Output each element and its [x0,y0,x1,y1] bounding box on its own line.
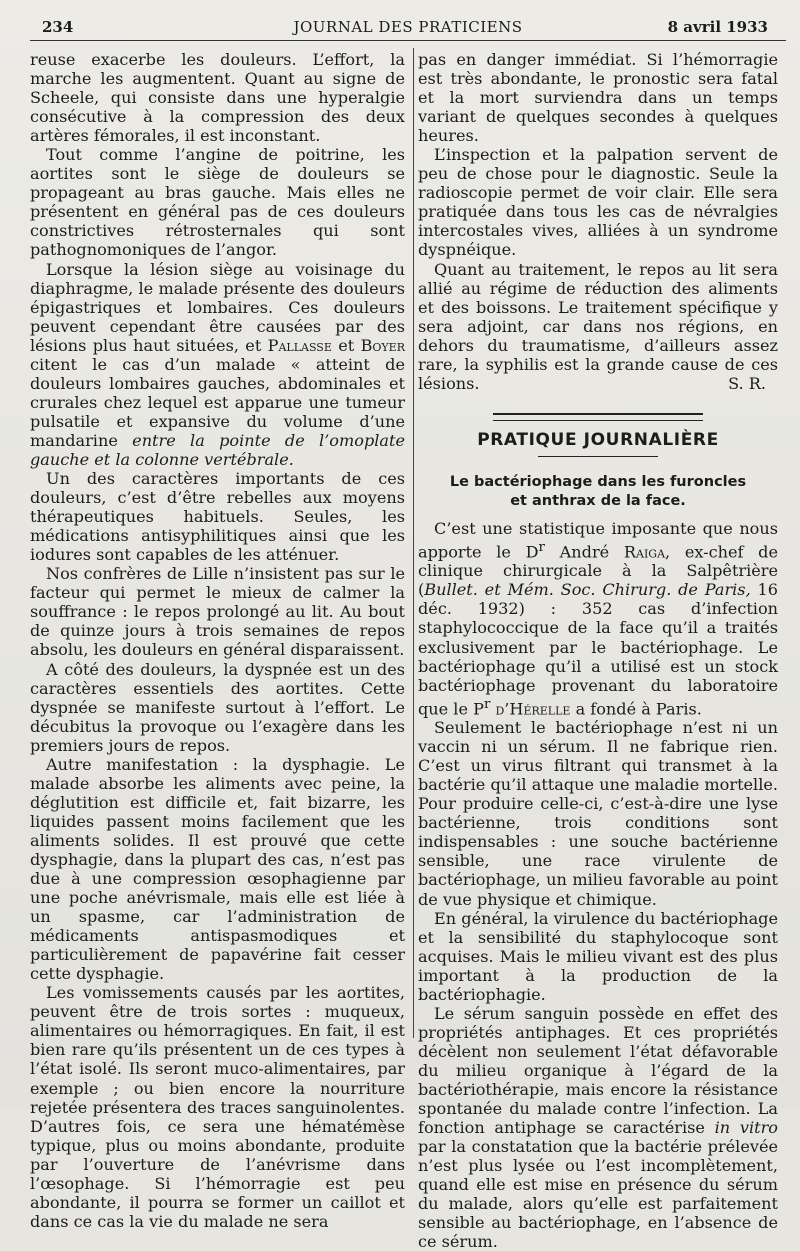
superscript: r [538,539,545,555]
paragraph [418,260,778,393]
paragraph: Un des caractères importants de ces douleurs, c’est d’être rebelles aux moyens thérapeutiques habituels. Seules, les médications antisyphilitiques ainsi que les iodures sont capables de les atténuer. [30,469,405,565]
running-head [30,14,786,40]
italic-text: entre la pointe de l’omoplate gauche et la colonne vertébrale. [30,430,405,469]
section-title: PRATIQUE JOURNALIÈRE [477,429,719,450]
author-signature: S. R. [728,373,766,393]
author-name: d’Hérelle [495,699,571,719]
section-underline [538,456,658,457]
author-name: Boyer [360,335,405,355]
paragraph [418,1004,778,1251]
article-title [418,473,778,511]
text-run: citent le cas d’un malade « atteint de douleurs lombaires gauches, abdominales et crurales chez lequel est apparue une tumeur pulsatile et expansive du volume d’une mandarine [30,354,405,450]
left-column [30,50,405,1231]
issue-date: 8 avril 1933 [667,18,768,36]
paragraph: Nos confrères de Lille n’insistent pas sur le facteur qui permet le mieux de calmer la souffrance : le repos prolongé au lit. Au bout de quinze jours à trois semaines de repos absolu, les douleurs en général disparaissent. [30,564,405,660]
article-title-line: Le bactériophage dans les furoncles [449,473,747,490]
text-run: Quant au traitement, le repos au lit sera allié au régime de réduction des aliments et des boissons. Le traitement spécifique y sera adjoint, car dans nos régions, en dehors du traumatisme, d’ailleurs assez rare, la syphilis est la grande cause de ces lésions. [418,259,778,393]
paragraph [418,519,778,718]
paragraph: Les vomissements causés par les aortites, peuvent être de trois sortes : muqueux, alimentaires ou hémorragiques. En fait, il est bien rare qu’ils présentent un de ces types à l’état isolé. Ils seront muco-alimentaires, par exemple ; ou bien encore la nourriture rejetée présentera des traces sanguinolentes. D’autres fois, ce sera une hématémèse typique, plus ou moins abondante, produite par l’ouverture de l’anévrisme dans l’œsophage. Si l’hémorragie est peu abondante, il pourra se former un caillot et dans ce cas la vie du malade ne sera [30,983,405,1231]
text-run: André [559,542,610,562]
italic-text: in vitro [714,1118,779,1138]
text-run: , ex-chef de clinique chirurgicale à la Salpêtrière ( [418,542,778,600]
journal-title: JOURNAL DES PRATICIENS [293,18,523,36]
paragraph: reuse exacerbe les douleurs. L’effort, la marche les augmentent. Quant au signe de Scheele, qui consiste dans une hyperalgie consécutive à la compression des deux artères fémorales, il est inconstant. [30,50,405,146]
text-run: a fondé à Paris. [575,699,702,719]
text-run: par la constatation que la bactérie prélevée n’est plus lysée ou l’est incomplètement, quand elle est mise en présence du sérum du malade, alors qu’elle est parfaitement sensible au bactériophage, en l’absence de ce sérum. [418,1137,778,1251]
citation: Bullet. et Mém. Soc. Chirurg. de Paris, [424,580,751,600]
paragraph: L’inspection et la palpation servent de peu de chose pour le diagnostic. Seule la radioscopie permet de voir clair. Elle sera pratiquée dans tous les cas de névralgies intercostales vives, alliées à un syndrome dyspnéique. [418,145,778,260]
paragraph: En général, la virulence du bactériophage et la sensibilité du staphylocoque sont acquises. Mais le milieu vivant est des plus important à la production de la bactériophagie. [418,908,778,1004]
paragraph: Seulement le bactériophage n’est ni un vaccin ni un sérum. Il ne fabrique rien. C’est un virus filtrant qui transmet à la bactérie qu’il attaque une maladie mortelle. Pour produire celle-ci, c’est-à-dire une lyse bactérienne, trois conditions sont indispensables : une souche bactérienne sensible, une race virulente de bactériophage, un milieu favorable au point de vue physique et chimique. [418,718,778,909]
page-number: 234 [42,18,74,36]
column-divider [413,48,414,1038]
paragraph: Tout comme l’angine de poitrine, les aortites sont le siège de douleurs se propageant au bras gauche. Mais elles ne présentent en général pas de ces douleurs constrictives rétrosternales qui sont pathognomoniques de l’angor. [30,145,405,260]
text-run: Le sérum sanguin possède en effet des propriétés antiphages. Et ces propriétés décèlent non seulement l’état défavorable du milieu organique à l’égard de la bactériothérapie, mais encore la résistance spontanée du malade contre l’infection. La fonction antiphage se caractérise [418,1003,778,1138]
author-name: Raiga [623,542,666,562]
text-run: 16 déc. 1932) : 352 cas d’infection staphylococcique de la face qu’il a traités exclusivement par le bactériophage. Le bactériophage qu’il a utilisé est un stock bactériophage provenant du laboratoire que le P [418,580,778,719]
text-run: Lorsque la lésion siège au voisinage du diaphragme, le malade présente des douleurs épigastriques et lombaires. Ces douleurs peuvent cependant être causées par des lésions plus haut situées, et [30,259,405,355]
article-title-line: et anthrax de la face. [510,492,686,509]
author-name: Pallasse [267,335,332,355]
text-run: C’est une statistique imposante que nous apporte le D [418,518,778,562]
paragraph: pas en danger immédiat. Si l’hémorragie est très abondante, le pronostic sera fatal et la mort surviendra dans un temps variant de quelques secondes à quelques heures. [418,50,778,146]
paragraph [30,260,405,470]
header-rule [30,40,786,41]
superscript: r [483,696,491,712]
right-column [418,50,778,1251]
paragraph: Autre manifestation : la dysphagie. Le malade absorbe les aliments avec peine, la déglutition est difficile et, fait bizarre, les liquides passent moins facilement que les aliments solides. Il est prouvé que cette dysphagie, dans la plupart des cas, n’est pas due à une compression œsophagienne par une poche anévrismale, mais elle est liée à un spasme, car l’administration de médicaments antispasmodiques et particulièrement de papavérine fait cesser cette dysphagie. [30,754,405,984]
paragraph: A côté des douleurs, la dyspnée est un des caractères essentiels des aortites. Cette dyspnée se manifeste surtout à l’effort. Le décubitus la provoque ou l’exagère dans les premiers jours de repos. [30,659,405,755]
text-run: et [338,335,355,355]
section-separator [493,413,703,421]
